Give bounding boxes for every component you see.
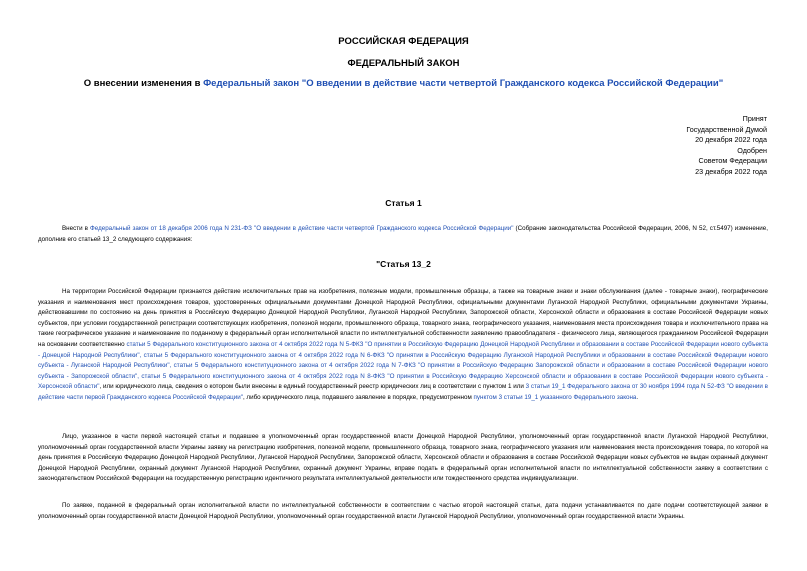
title-prefix: О внесении изменения в bbox=[83, 78, 204, 89]
law-link[interactable]: Федеральный закон от 18 декабря 2006 года N 231-ФЗ "О введении в действие части четвертой Гражданского кодекса Российской Федерации" bbox=[89, 225, 514, 232]
adoption-line: Государственной Думой bbox=[686, 124, 767, 134]
article-13-2-paragraph-3: По заявке, поданной в федеральный орган исполнительной власти по интеллектуальной собственности в соответствии с частью второй настоящей статьи, дата подачи устанавливается по дате подачи соответствующей заявки в уполномоченный орган государственной власти Донецкой Народной Республики, уполномоченный орган государственной власти Луганской Народной Республики, уполномоченный орган государственной власти Украины. bbox=[38, 502, 768, 520]
article-13-2-paragraph-2: Лицо, указанное в части первой настоящей статьи и подавшее в уполномоченный орган государственной власти Донецкой Народной Республики, уполномоченный орган государственной власти Луганской Народной Республики, уполномоченный орган государственной власти Украины заявку на регистрацию изобретения, полезной модели, промышленного образца, товарного знака, географического указания или наименования места происхождения товара, по которой на день принятия в Российскую Федерацию Донецкой Народной Республики, Луганской Народной Республики, Запорожской области, Херсонской области и образования в составе Российской Федерации новых субъектов не выдан охранный документ Донецкой Народной Республики, охранный документ Луганской Народной Республики, охранный документ Украины, вправе подать в федеральный орган исполнительной власти по интеллектуальной собственности заявку в соответствии с законодательством Российской Федерации на государственную регистрацию идентичного результата интеллектуальной деятельности или тождественного средства индивидуализации. bbox=[38, 433, 768, 483]
paragraph-text: (Собрание законодательства Российской Федерации, 2006, N 52, ст.5497) изменение, дополнив его статьей 13_2 следующего содержания: bbox=[38, 225, 768, 243]
adoption-info bbox=[627, 114, 767, 178]
civil-code-law-link[interactable]: 3 статьи 19_1 Федерального закона от 30 ноября 1994 года N 52-ФЗ "О введении в действие части первой Гражданского кодекса Российской Федерации" bbox=[38, 383, 768, 401]
document-type-heading: ФЕДЕРАЛЬНЫЙ ЗАКОН bbox=[347, 58, 460, 69]
adoption-line: Одобрен bbox=[737, 145, 767, 155]
adoption-line: Принят bbox=[742, 114, 767, 123]
country-heading: РОССИЙСКАЯ ФЕДЕРАЦИЯ bbox=[338, 36, 469, 47]
paragraph-text: , или юридического лица, сведения о котором были внесены в единый государственный реестр юридических лиц в соответствии с пунктом 1 или bbox=[99, 383, 526, 391]
constitutional-laws-link[interactable]: статьи 5 Федерального конституционного закона от 4 октября 2022 года N 5-ФКЗ "О принятии в Российскую Федерацию Донецкой Народной Республики и образовании в составе Российской Федерации нового субъекта - Донецкой Народной Республики", статьи 5 Федерального конституционного закона от 4 октября 2022 года N 6-ФКЗ "О принятии в Российскую Федерацию Луганской Народной Республики и образовании в составе Российской Федерации нового субъекта - Луганской Народной Республики", статьи 5 Федерального конституционного закона от 4 октября 2022 года N 7-ФКЗ "О принятии в Российскую Федерацию Запорожской области и образовании в составе Российской Федерации нового субъекта - Запорожской области", статьи 5 Федерального конституционного закона от 4 октября 2022 года N 8-ФКЗ "О принятии в Российскую Федерацию Херсонской области и образовании в составе Российской Федерации нового субъекта - Херсонской области" bbox=[38, 340, 768, 391]
article-13-2-paragraph-1 bbox=[38, 287, 768, 404]
article-1-paragraph bbox=[38, 224, 768, 245]
adoption-line: Советом Федерации bbox=[698, 156, 767, 166]
article-13-2-heading: "Статья 13_2 bbox=[376, 259, 431, 269]
adoption-line: 23 декабря 2022 года bbox=[695, 166, 767, 176]
paragraph-text: На территории Российской Федерации признается действие исключительных прав на изобретения, полезные модели, промышленные образцы, а также на товарные знаки и знаки обслуживания (далее - товарные знаки), географические указания и наименования мест происхождения товаров, удостоверенных официальными документами Донецкой Народной Республики, официальными документами Луганской Народной Республики, официальными документами Украины, действовавшими по состоянию на день принятия в Российскую Федерацию Донецкой Народной Республики, Луганской Народной Республики, Запорожской области, Херсонской области и образования в составе Российской Федерации новых субъектов, при условии государственной регистрации соответствующих изобретения, полезной модели, промышленного образца, товарного знака, географического указания, наименования места происхождения товара и исключительного права на такие географическое указание и наименование по поданному в федеральный орган исполнительной власти по интеллектуальной собственности заявлению правообладателя - физического лица, являющегося гражданином Российской Федерации на основании соответственно bbox=[38, 288, 768, 348]
paragraph-text: , либо юридического лица, подавшего заявление в порядке, предусмотренном bbox=[242, 393, 474, 401]
adoption-line: 20 декабря 2022 года bbox=[695, 135, 767, 145]
title-law-link[interactable]: Федеральный закон "О введении в действие части четвертой Гражданского кодекса Российской Федерации" bbox=[203, 78, 724, 89]
point-3-link[interactable]: пунктом 3 статьи 19_1 указанного Федерального закона bbox=[473, 393, 637, 401]
document-title bbox=[20, 78, 787, 89]
article-1-heading: Статья 1 bbox=[385, 198, 422, 208]
paragraph-text: . bbox=[636, 393, 639, 401]
paragraph-text: Внести в bbox=[62, 225, 90, 232]
